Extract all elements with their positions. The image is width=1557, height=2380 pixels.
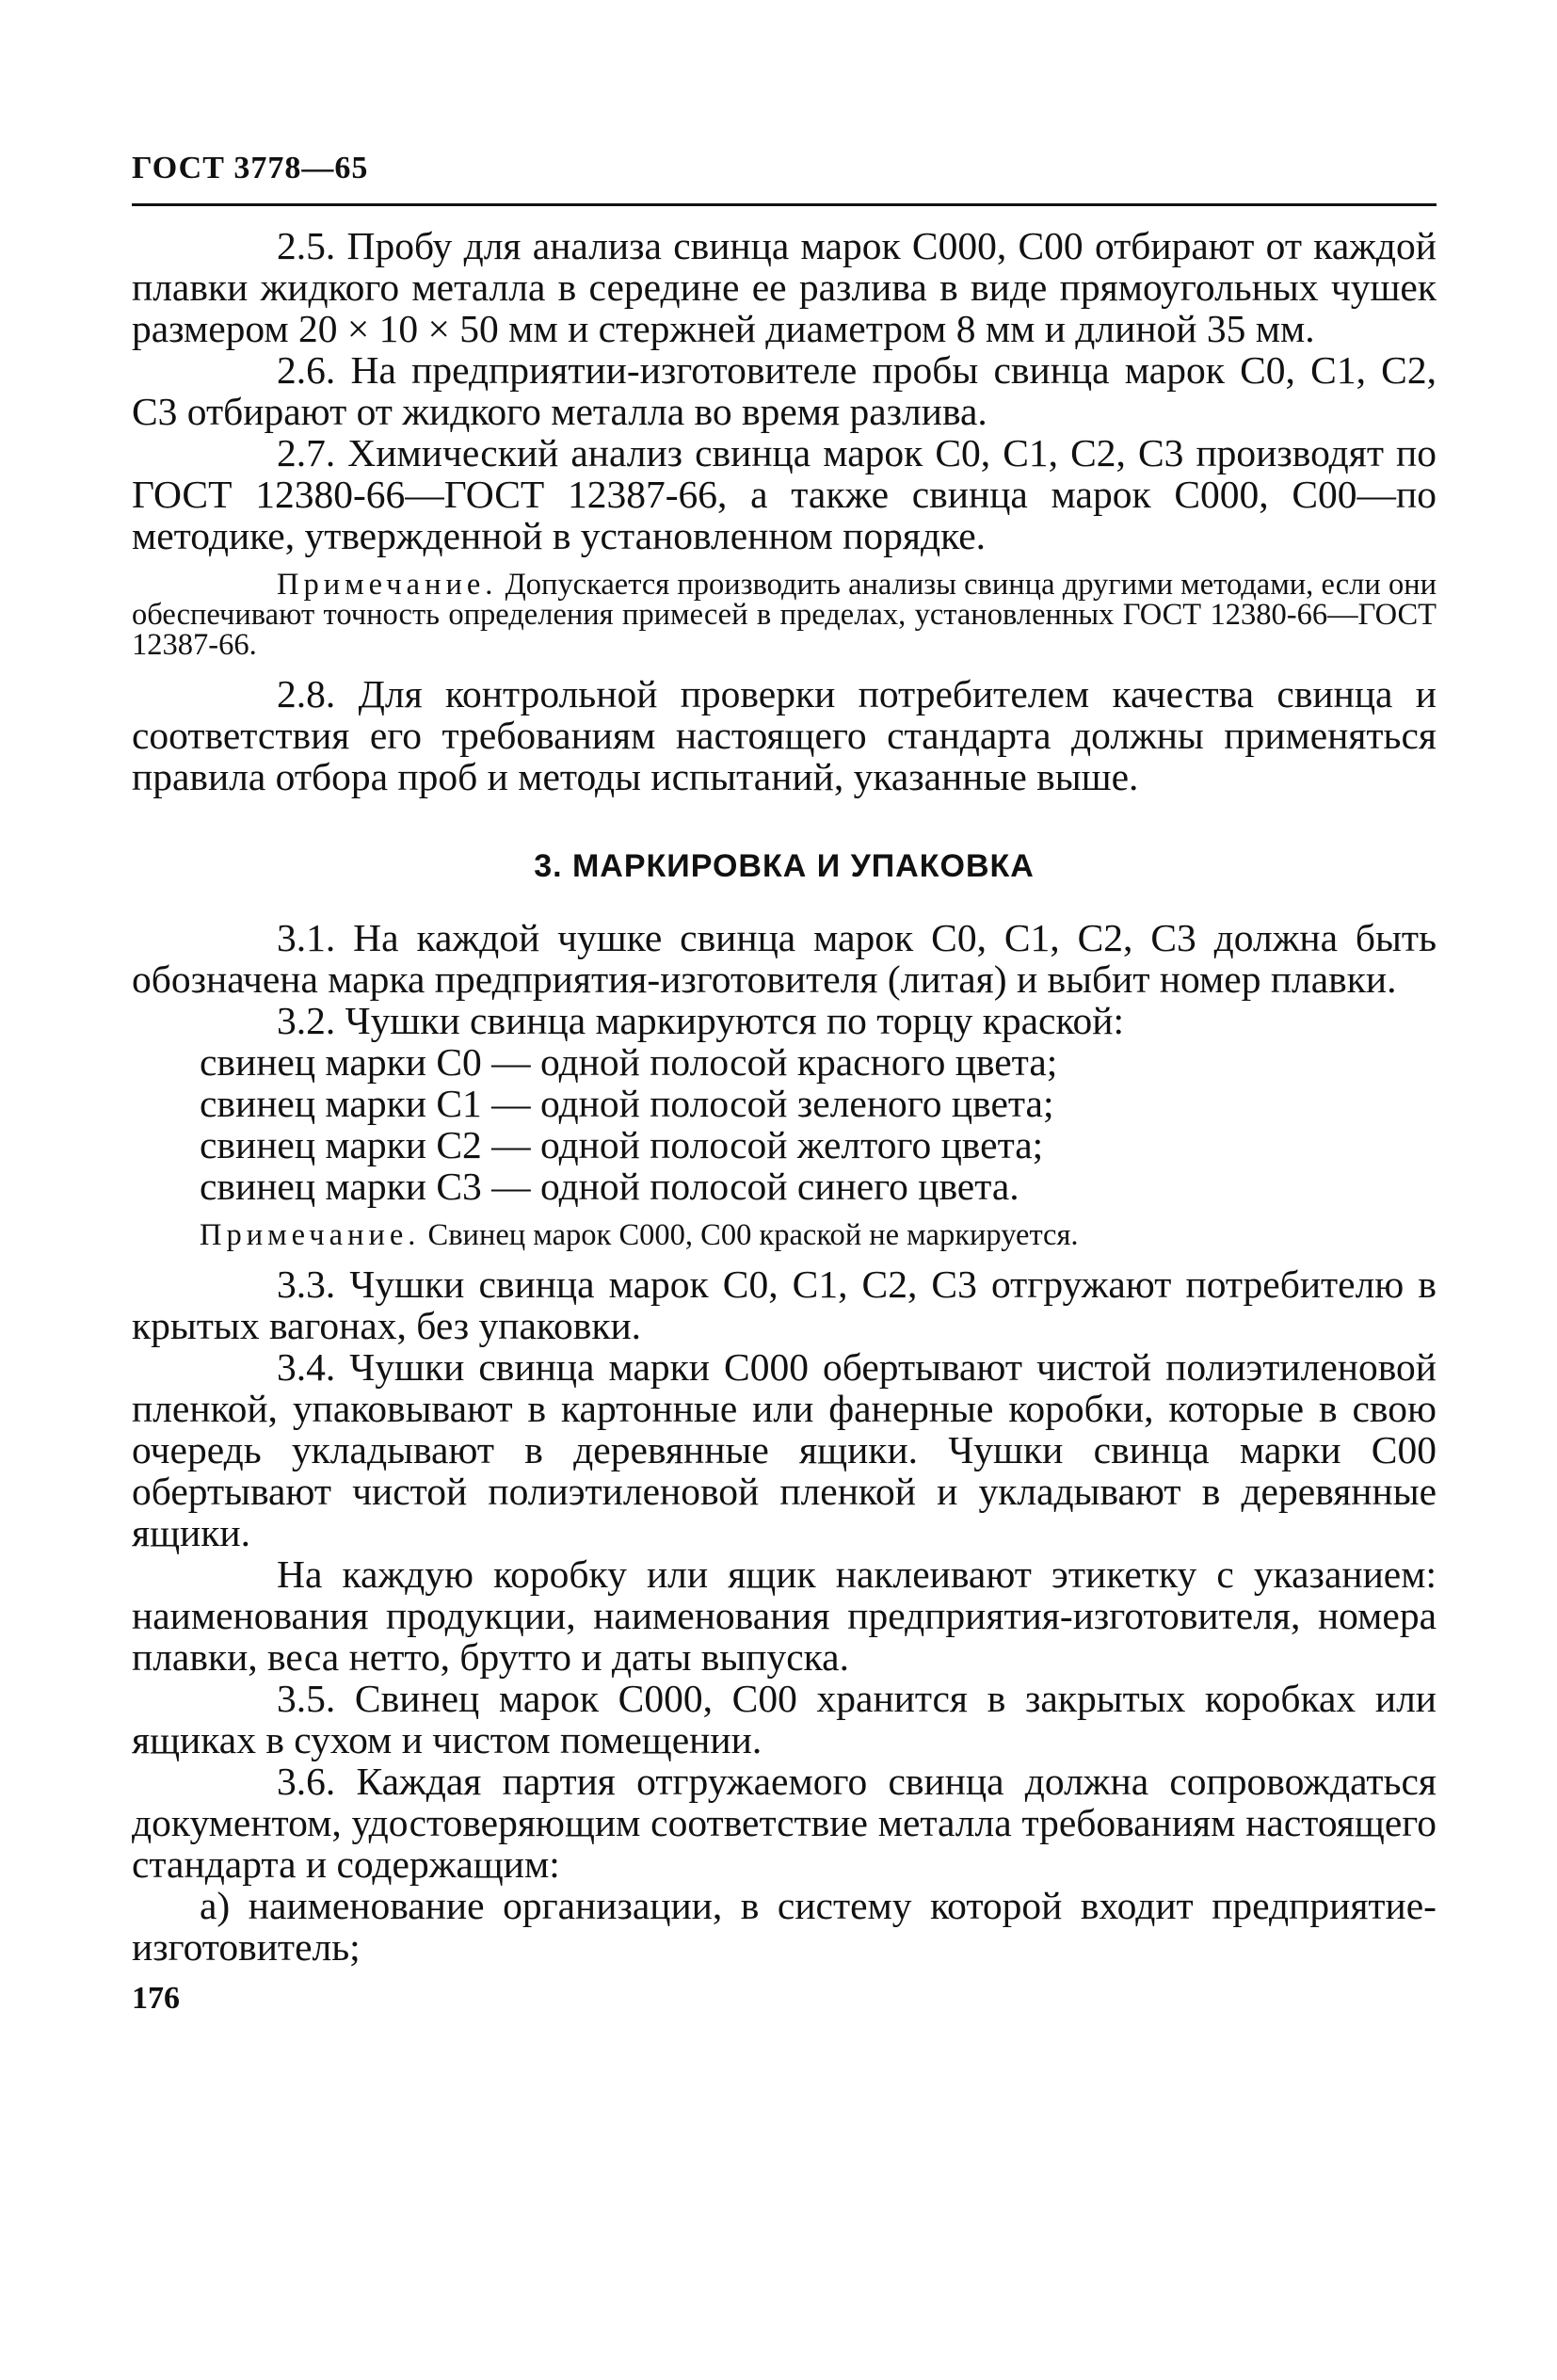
document-page: [132, 151, 1437, 2017]
paragraph-3-4-label: На каждую коробку или ящик наклеивают этикетку с указанием: наименования продукции, наименования предприятия-изготовителя, номера плавки, веса нетто, брутто и даты выпуска.: [132, 1552, 1437, 1679]
paragraph-2-8: 2.8. Для контрольной проверки потребителем качества свинца и соответствия его требованиям настоящего стандарта должны применяться правила отбора проб и методы испытаний, указанные выше.: [132, 672, 1437, 798]
paragraph-3-2: 3.2. Чушки свинца маркируются по торцу краской:: [277, 999, 1124, 1042]
paragraph-3-6: 3.6. Каждая партия отгружаемого свинца должна сопровождаться документом, удостоверяющим соответствие металла требованиям настоящего стандарта и содержащим:: [132, 1760, 1437, 1886]
paragraph-2-5: 2.5. Пробу для анализа свинца марок С000, С00 отбирают от каждой плавки жидкого металла в середине ее разлива в виде прямоугольных чушек размером 20 × 10 × 50 мм и стержней диаметром 8 мм и длиной 35 мм.: [132, 224, 1437, 350]
marking-color-item: свинец марки С0 — одной полосой красного цвета;: [200, 1040, 1058, 1084]
note-2-label: Примечание.: [200, 1218, 421, 1252]
note-1-label: Примечание.: [277, 568, 498, 602]
header-rule: [132, 203, 1437, 206]
note-1: [132, 570, 1437, 660]
paragraph-3-6-a: а) наименование организации, в систему которой входит предприятие-изготовитель;: [132, 1884, 1437, 1969]
marking-color-item: свинец марки С1 — одной полосой зеленого цвета;: [200, 1082, 1054, 1125]
paragraph-2-6: 2.6. На предприятии-изготовителе пробы свинца марок С0, С1, С2, С3 отбирают от жидкого металла во время разлива.: [132, 348, 1437, 433]
paragraph-3-1: 3.1. На каждой чушке свинца марок С0, С1, С2, С3 должна быть обозначена марка предприятия-изготовителя (литая) и выбит номер плавки.: [132, 916, 1437, 1001]
document-header: ГОСТ 3778—65: [132, 151, 369, 185]
page-number: 176: [132, 1981, 180, 2016]
note-2: [200, 1220, 1437, 1250]
note-2-text: Свинец марок С000, С00 краской не маркируется.: [420, 1218, 1079, 1252]
paragraph-2-7: 2.7. Химический анализ свинца марок С0, С1, С2, С3 производят по ГОСТ 12380-66—ГОСТ 12387-66, а также свинца марок С000, С00—по методике, утвержденной в установленном порядке.: [132, 431, 1437, 557]
paragraph-3-5: 3.5. Свинец марок С000, С00 хранится в закрытых коробках или ящиках в сухом и чистом помещении.: [132, 1677, 1437, 1761]
note-1-text: Допускается производить анализы свинца другими методами, если они обеспечивают точность определения примесей в пределах, установленных ГОСТ 12380-66—ГОСТ 12387-66.: [132, 568, 1437, 662]
section-3-title: 3. МАРКИРОВКА И УПАКОВКА: [534, 848, 1035, 884]
marking-colors-list: [200, 1041, 1437, 1207]
marking-color-item: свинец марки С3 — одной полосой синего цвета.: [200, 1165, 1019, 1208]
paragraph-3-4: 3.4. Чушки свинца марки С000 обертывают чистой полиэтиленовой пленкой, упаковывают в картонные или фанерные коробки, которые в свою очередь укладывают в деревянные ящики. Чушки свинца марки С00 обертывают чистой полиэтиленовой пленкой и укладывают в деревянные ящики.: [132, 1345, 1437, 1554]
paragraph-3-3: 3.3. Чушки свинца марок С0, С1, С2, С3 отгружают потребителю в крытых вагонах, без упаковки.: [132, 1262, 1437, 1347]
marking-color-item: свинец марки С2 — одной полосой желтого цвета;: [200, 1123, 1044, 1166]
